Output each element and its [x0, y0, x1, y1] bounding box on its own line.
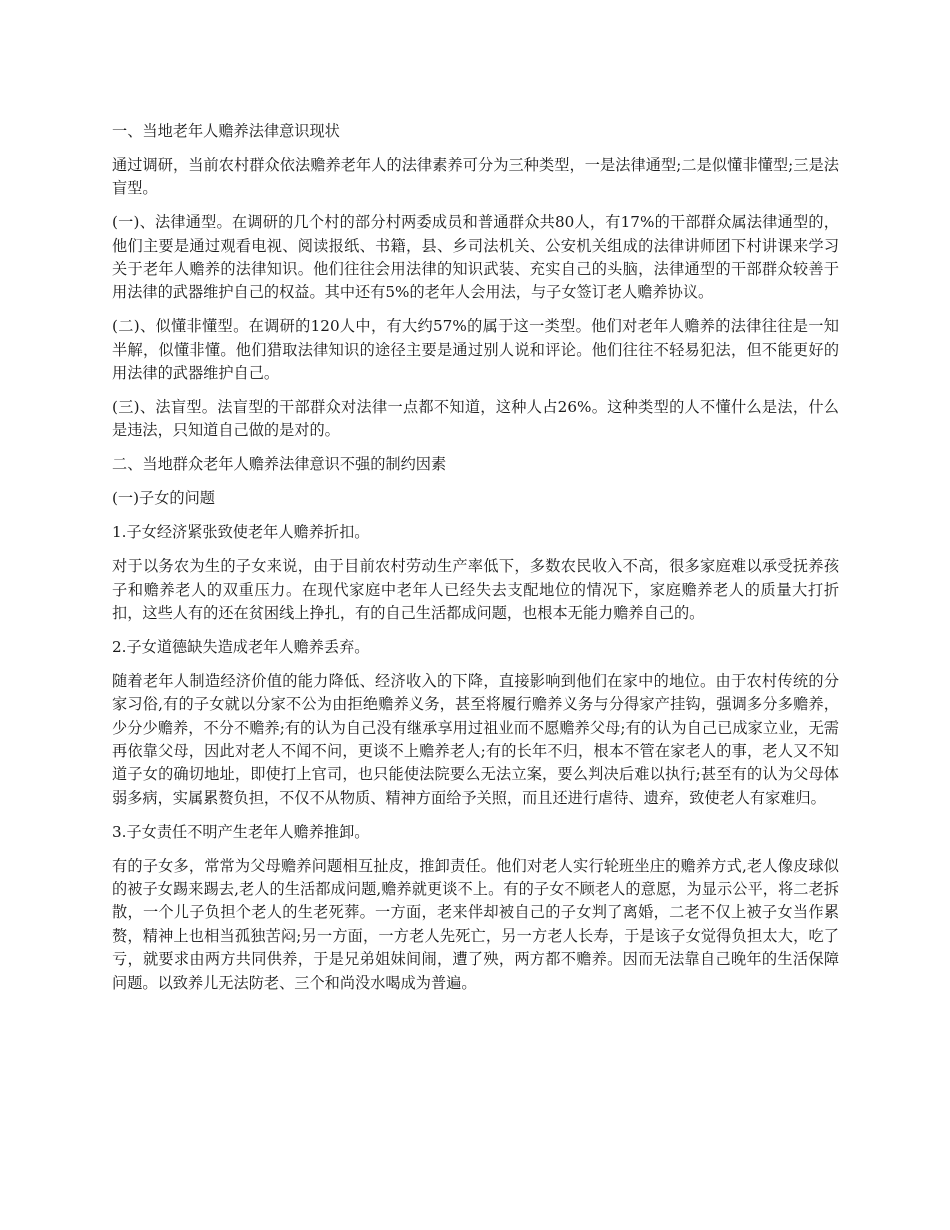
- document-body: [112, 120, 839, 1006]
- paragraph-item-3: 有的子女多，常常为父母赡养问题相互扯皮，推卸责任。他们对老人实行轮班坐庄的赡养方式,老人像皮球似的被子女踢来踢去,老人的生活都成问题,赡养就更谈不上。有的子女不顾老人的意愿，为显示公平，将二老拆散，一个儿子负担个老人的生老死葬。一方面，老来伴却被自己的子女判了离婚，二老不仅上被子女当作累赘，精神上也相当孤独苦闷;另一方面，一方老人先死亡，另一方老人长寿，于是该子女觉得负担太大，吃了亏，就要求由两方共同供养，于是兄弟姐妹间闹，遭了殃，两方都不赡养。因而无法靠自己晚年的生活保障问题。以致养儿无法防老、三个和尚没水喝成为普遍。: [112, 856, 839, 992]
- section-heading-2: 二、当地群众老年人赡养法律意识不强的制约因素: [112, 455, 447, 474]
- item-heading-3: 3.子女责任不明产生老年人赡养推卸。: [112, 822, 370, 841]
- item-heading-1: 1.子女经济紧张致使老年人赡养折扣。: [112, 523, 370, 542]
- paragraph-item-2: 随着老年人制造经济价值的能力降低、经济收入的下降，直接影响到他们在家中的地位。由于农村传统的分家习俗,有的子女就以分家不公为由拒绝赡养义务，甚至将履行赡养义务与分得家产挂钩，强调多分多赡养，少分少赡养，不分不赡养;有的认为自己没有继承享用过祖业而不愿赡养父母;有的认为自己已成家立业，无需再依靠父母，因此对老人不闻不问，更谈不上赡养老人;有的长年不归，根本不管在家老人的事，老人又不知道子女的确切地址，即使打上官司，也只能使法院要么无法立案，要么判决后难以执行;甚至有的认为父母体弱多病，实属累赘负担，不仅不从物质、精神方面给予关照，而且还进行虐待、遗弃，致使老人有家难归。: [112, 671, 839, 807]
- subsection-heading-1: (一)子女的问题: [112, 489, 215, 508]
- paragraph-type-1: (一)、法律通型。在调研的几个村的部分村两委成员和普通群众共80人，有17%的干部群众属法律通型的，他们主要是通过观看电视、阅读报纸、书籍，县、乡司法机关、公安机关组成的法律讲师团下村讲课来学习关于老年人赡养的法律知识。他们往往会用法律的知识武装、充实自己的头脑，法律通型的干部群众较善于用法律的武器维护自己的权益。其中还有5%的老年人会用法，与子女签订老人赡养协议。: [112, 213, 839, 302]
- section-heading-1: 一、当地老年人赡养法律意识现状: [112, 122, 340, 140]
- paragraph-item-1: 对于以务农为生的子女来说，由于目前农村劳动生产率低下，多数农民收入不高，很多家庭难以承受抚养孩子和赡养老人的双重压力。在现代家庭中老年人已经失去支配地位的情况下，家庭赡养老人的质量大打折扣，这些人有的还在贫困线上挣扎，有的自己生活都成问题，也根本无能力赡养自己的。: [112, 557, 839, 622]
- paragraph-type-3: (三)、法盲型。法盲型的干部群众对法律一点都不知道，这种人占26%。这种类型的人不懂什么是法，什么是违法，只知道自己做的是对的。: [112, 398, 839, 440]
- paragraph-intro: 通过调研，当前农村群众依法赡养老年人的法律素养可分为三种类型，一是法律通型;二是似懂非懂型;三是法盲型。: [112, 155, 839, 198]
- paragraph-type-2: (二)、似懂非懂型。在调研的120人中，有大约57%的属于这一类型。他们对老年人赡养的法律往往是一知半解，似懂非懂。他们猎取法律知识的途径主要是通过别人说和评论。他们往往不轻易犯法，但不能更好的用法律的武器维护自己。: [112, 317, 839, 383]
- item-heading-2: 2.子女道德缺失造成老年人赡养丢弃。: [112, 637, 370, 656]
